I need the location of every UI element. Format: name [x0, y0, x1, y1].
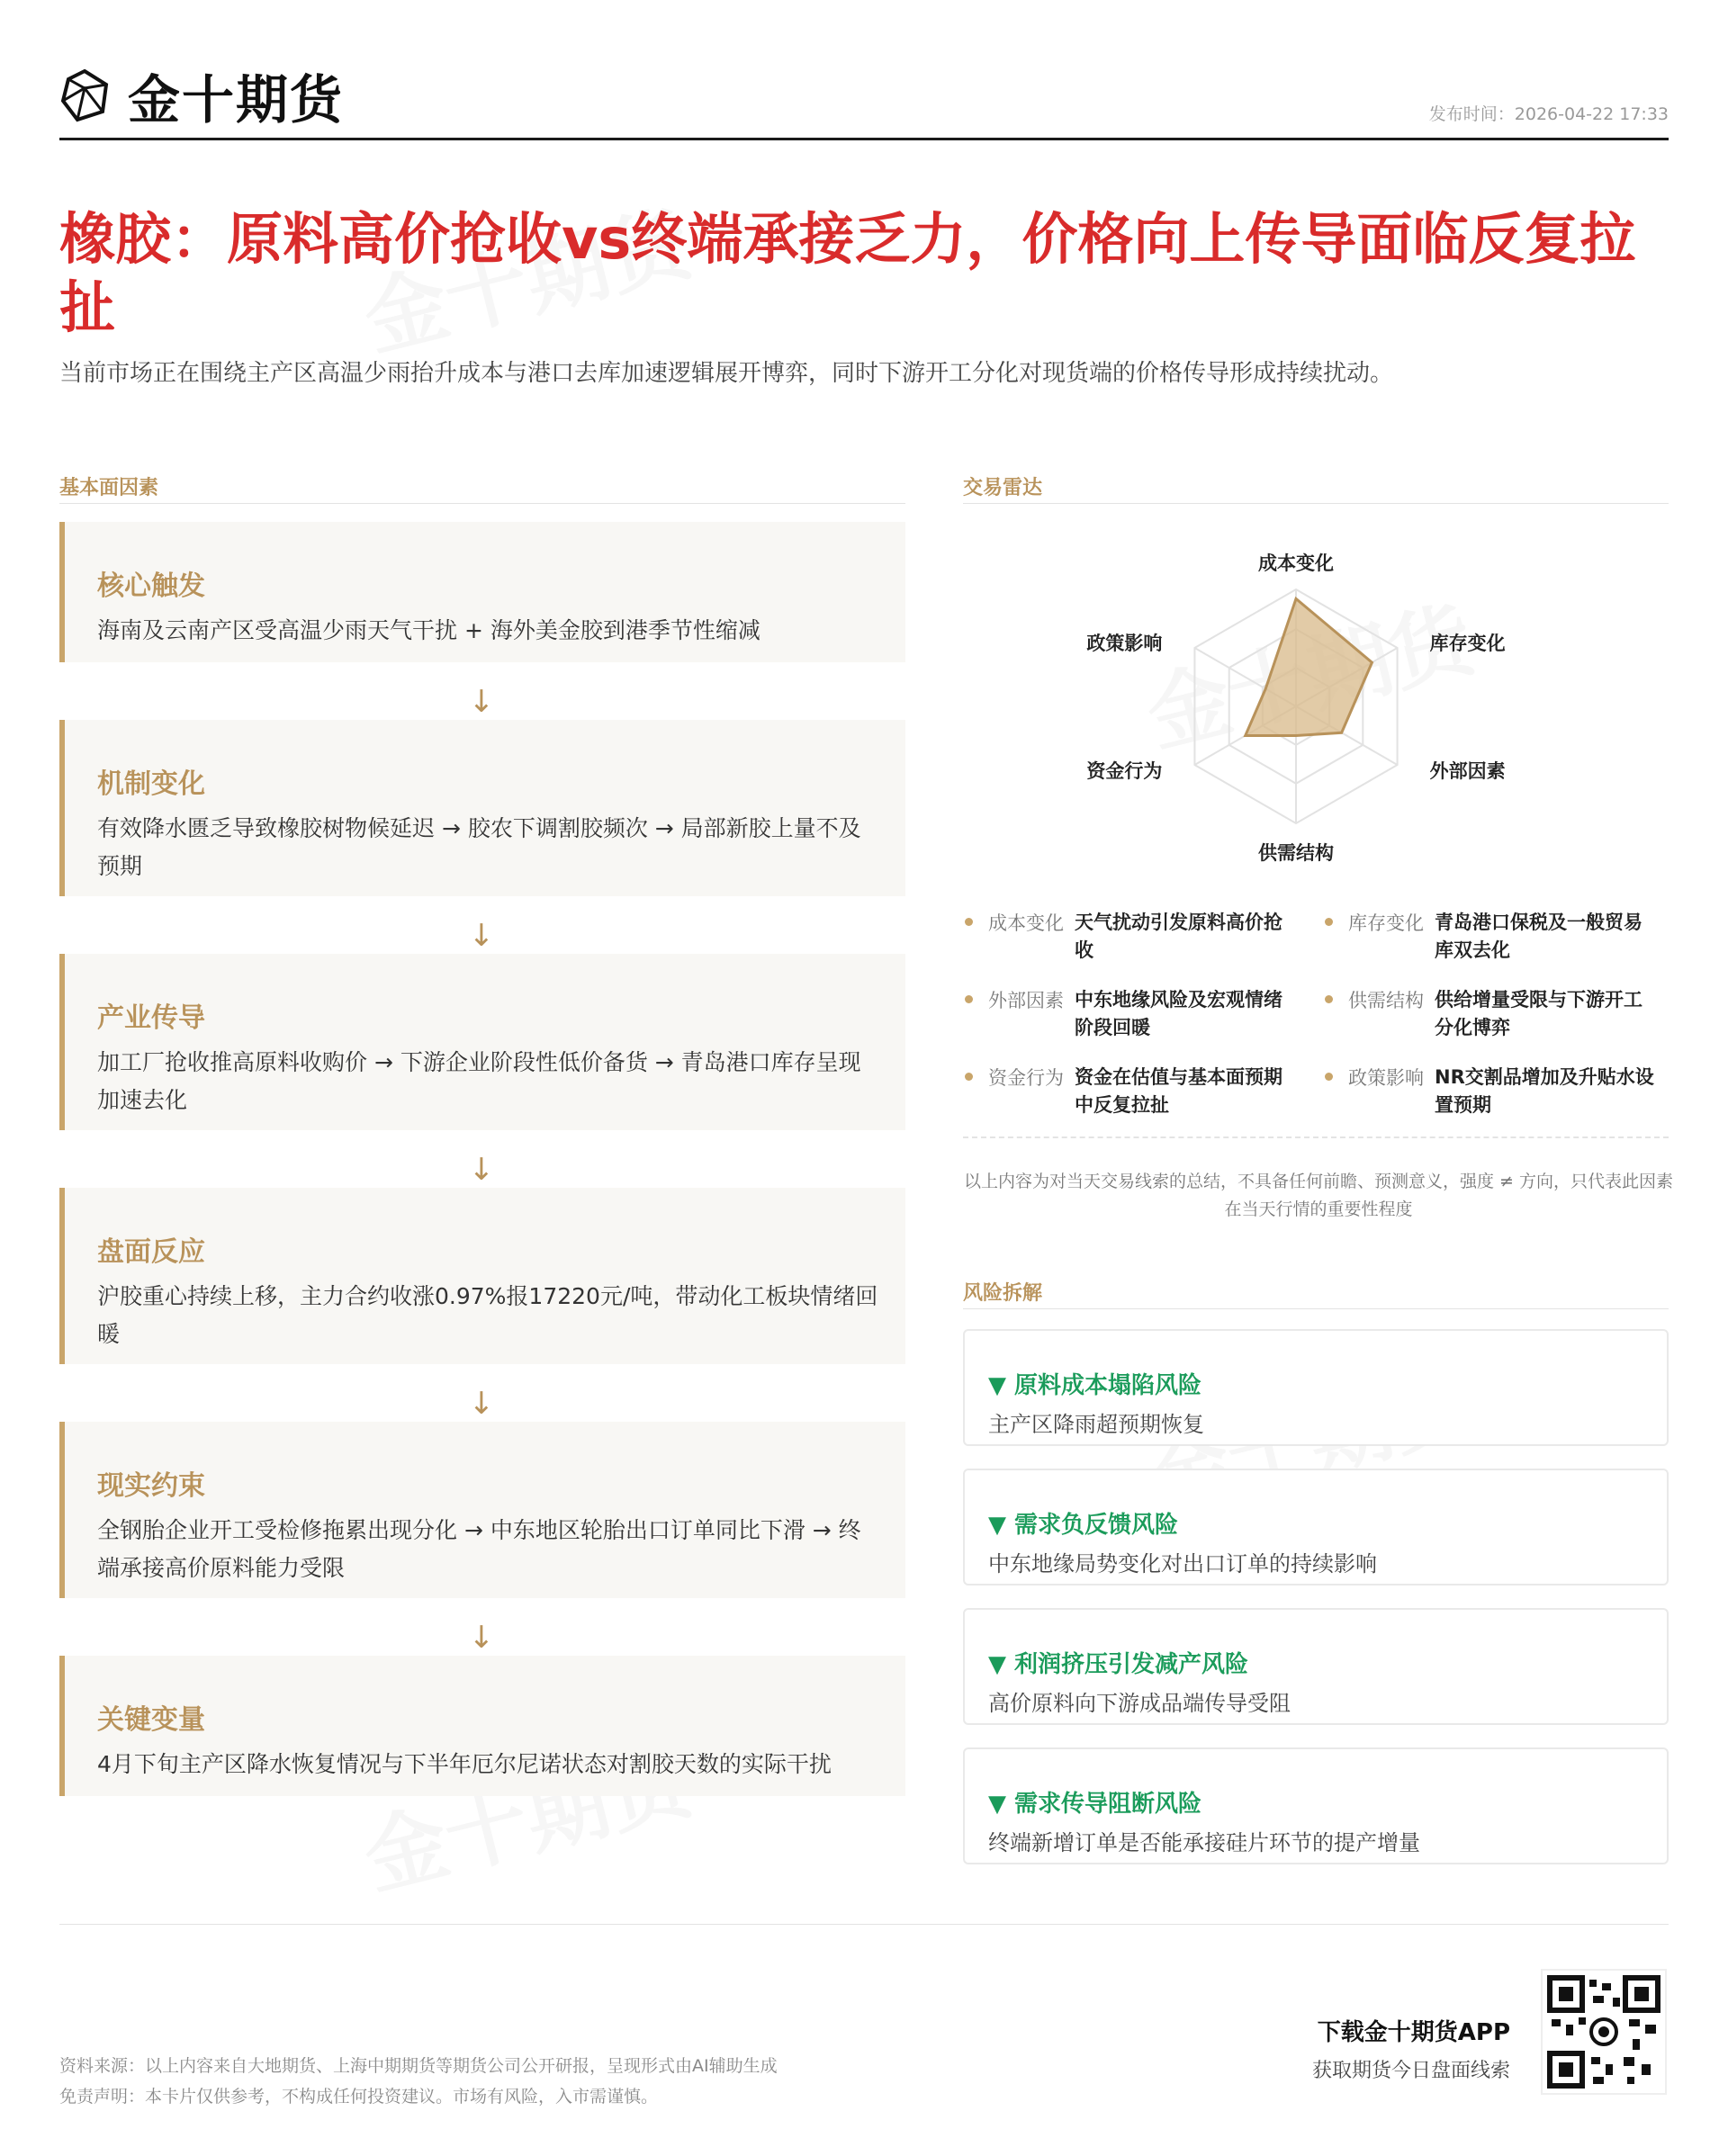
radar-axis-label: 成本变化	[1258, 552, 1334, 574]
card-text: 加工厂抢收推高原料收购价 → 下游企业阶段性低价备货 → 青岛港口库存呈现加速去化	[97, 1049, 861, 1113]
legend-value: 天气扰动引发原料高价抢收	[1075, 912, 1282, 961]
radar-note: 以上内容为对当天交易线索的总结，不具备任何前瞻、预测意义，强度 ≠ 方向，只代表此因素在当天行情的重要性程度	[963, 1172, 1673, 1219]
app-download-title[interactable]: 下载金十期货APP	[1317, 2019, 1510, 2046]
legend-value: 中东地缘风险及宏观情绪阶段回暖	[1075, 989, 1282, 1038]
risk-card	[963, 1469, 1669, 1586]
legend-value: 供给增量受限与下游开工分化博弈	[1435, 989, 1642, 1038]
card-text: 海南及云南产区受高温少雨天气干扰 + 海外美金胶到港季节性缩减	[97, 617, 760, 643]
fundamental-card	[59, 720, 905, 896]
fundamentals-label: 基本面因素	[59, 477, 159, 499]
flow-arrow-icon: ↓	[468, 1620, 495, 1656]
radar-axis-label: 外部因素	[1429, 760, 1506, 782]
card-text: 4月下旬主产区降水恢复情况与下半年厄尔尼诺状态对割胶天数的实际干扰	[97, 1751, 832, 1777]
risk-title: ▼ 利润挤压引发减产风险	[988, 1651, 1249, 1678]
page-title: 橡胶：原料高价抢收vs终端承接乏力，价格向上传导面临反复拉扯	[59, 206, 1636, 340]
radar-data-area	[1246, 598, 1372, 735]
radar-axis-label: 政策影响	[1086, 633, 1163, 654]
page-subtitle: 当前市场正在围绕主产区高温少雨抬升成本与港口去库加速逻辑展开博弈，同时下游开工分化对现货端的价格传导形成持续扰动。	[59, 360, 1394, 387]
risk-text: 主产区降雨超预期恢复	[988, 1412, 1204, 1437]
legend-key: 库存变化	[1348, 912, 1424, 934]
radar-header	[963, 477, 1669, 504]
card-text: 有效降水匮乏导致橡胶树物候延迟 → 胶农下调割胶频次 → 局部新胶上量不及预期	[97, 815, 861, 879]
brand-logo[interactable]	[59, 58, 344, 133]
legend-dot-icon	[965, 1073, 973, 1081]
fundamental-card	[59, 1188, 905, 1364]
legend-dot-icon	[1325, 995, 1333, 1003]
disclaimer: 免责声明：本卡片仅供参考，不构成任何投资建议。市场有风险，入市需谨慎。	[59, 2087, 659, 2107]
radar-axis-label: 供需结构	[1258, 842, 1334, 864]
header	[59, 54, 1669, 140]
risk-title: ▼ 原料成本塌陷风险	[988, 1372, 1202, 1399]
flow-arrow-icon: ↓	[468, 918, 495, 954]
flow-arrow-icon: ↓	[468, 1386, 495, 1422]
fundamental-card	[59, 1422, 905, 1598]
risk-card	[963, 1329, 1669, 1446]
card-text: 全钢胎企业开工受检修拖累出现分化 → 中东地区轮胎出口订单同比下滑 → 终端承接高价原料能力受限	[97, 1517, 861, 1581]
card-title: 关键变量	[97, 1704, 205, 1736]
fundamentals-header	[59, 477, 905, 504]
app-download-subtitle: 获取期货今日盘面线索	[1311, 2060, 1510, 2082]
brand-name: 金十期货	[128, 69, 345, 130]
legend-key: 外部因素	[988, 990, 1064, 1011]
legend-value: 资金在估值与基本面预期中反复拉扯	[1075, 1066, 1282, 1116]
legend-value: 青岛港口保税及一般贸易库双去化	[1435, 912, 1642, 961]
divider	[963, 1136, 1669, 1138]
flow-arrow-icon: ↓	[468, 684, 495, 720]
card-text: 沪胶重心持续上移，主力合约收涨0.97%报17220元/吨，带动化工板块情绪回暖	[97, 1283, 878, 1347]
radar-axis-label: 资金行为	[1086, 760, 1163, 782]
source-note: 资料来源：以上内容来自大地期货、上海中期期货等期货公司公开研报，呈现形式由AI辅助生成	[59, 2056, 778, 2076]
legend-value: NR交割品增加及升贴水设置预期	[1435, 1066, 1654, 1116]
card-title: 盘面反应	[97, 1236, 205, 1268]
publish-time: 发布时间：2026-04-22 17:33	[1428, 104, 1669, 124]
legend-key: 政策影响	[1348, 1067, 1424, 1089]
risk-text: 中东地缘局势变化对出口订单的持续影响	[988, 1551, 1377, 1577]
risk-card	[963, 1608, 1669, 1725]
legend-key: 资金行为	[988, 1067, 1064, 1089]
legend-dot-icon	[965, 995, 973, 1003]
fundamental-card	[59, 522, 905, 662]
card-title: 产业传导	[97, 1002, 205, 1034]
fundamental-card	[59, 1656, 905, 1796]
card-title: 现实约束	[97, 1470, 205, 1502]
legend-dot-icon	[965, 918, 973, 926]
risk-text: 高价原料向下游成品端传导受阻	[988, 1691, 1291, 1716]
radar-axis-label: 库存变化	[1429, 633, 1506, 654]
risk-text: 终端新增订单是否能承接硅片环节的提产增量	[988, 1830, 1420, 1855]
risk-card	[963, 1747, 1669, 1864]
trading-radar-chart	[990, 526, 1602, 868]
flow-arrow-icon: ↓	[468, 1152, 495, 1188]
risk-title: ▼ 需求负反馈风险	[988, 1512, 1179, 1539]
risk-title: ▼ 需求传导阻断风险	[988, 1791, 1202, 1818]
legend-key: 成本变化	[988, 912, 1064, 934]
qr-code-icon	[1543, 1971, 1665, 2093]
risk-header	[963, 1282, 1669, 1309]
card-title: 机制变化	[97, 768, 205, 800]
logo-polyhedron-icon	[59, 68, 110, 122]
qr-code[interactable]	[1541, 1969, 1667, 2095]
fundamental-card	[59, 954, 905, 1130]
legend-key: 供需结构	[1348, 990, 1424, 1011]
radar-label: 交易雷达	[963, 477, 1043, 499]
legend-dot-icon	[1325, 918, 1333, 926]
legend-dot-icon	[1325, 1073, 1333, 1081]
footer-divider	[59, 1924, 1669, 1925]
risk-label: 风险拆解	[963, 1282, 1043, 1305]
card-title: 核心触发	[97, 570, 205, 602]
